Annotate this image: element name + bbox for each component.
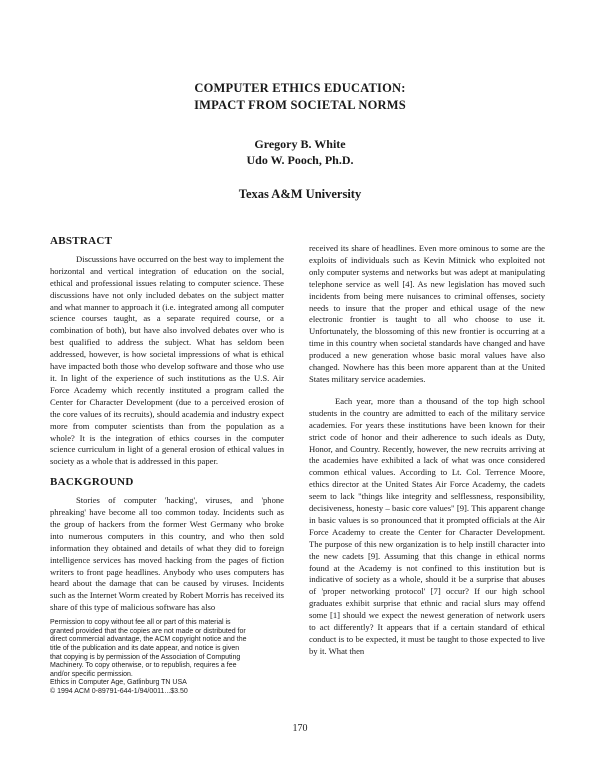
right-paragraph-1: received its share of headlines. Even more ominous to some are the exploits of individuals such as Kevin Mitnick who exploited not only computer systems and networks but was adept at manipulating telephone service as well [4]. As new legislation has moved such incidents from being mere nuisances to criminal offenses, society needs to insure that the proper and ethical usage of the new electronic frontier is taught to all who choose to use it. Unfortunately, the blossoming of this new frontier is occurring at a time in this country when societal standards have changed and have produced a new generation whose basic moral values have also changed. Nowhere has this been more apparent than at the United States military service academies.: [309, 243, 545, 384]
paper-title-line-1: COMPUTER ETHICS EDUCATION:: [194, 81, 406, 95]
background-text: Stories of computer 'hacking', viruses, and 'phone phreaking' have become all too common today. Incidents such as the group of hackers from the former West Germany who broke into numerous computers in this country, and who then sold information they obtained and details of what they did to foreign intelligence services has moved hacking from the pages of fiction writers to front page headlines. Anybody who uses computers has heard about the damage that can be caused by viruses. Incidents such as the Internet Worm created by Robert Morris has received its share of this type of malicious software has also: [50, 495, 284, 613]
background-heading: BACKGROUND: [50, 476, 134, 489]
footnote-line: Machinery. To copy otherwise, or to republish, requires a fee: [50, 662, 237, 670]
footnote-line: title of the publication and its date appear, and notice is given: [50, 644, 240, 652]
affiliation: Texas A&M University: [238, 187, 362, 201]
right-column: [309, 243, 545, 658]
abstract-heading: ABSTRACT: [50, 235, 113, 247]
right-paragraph-2: Each year, more than a thousand of the top high school students in the country are admitted to each of the military service academies. For years these institutions have been known for their strict code of honor and their adherence to such ideals as Duty, Honor, and Country. Recently, however, the new recruits arriving at the academies have exhibited a lack of what was once considered common ethical values. According to Lt. Col. Terrence Moore, ethics director at the United States Air Force Academy, the cadets seem to lack "things like integrity and selflessness, responsibility, decisiveness, honesty – basic core values" [9]. This apparent change in basic values is so pronounced that it prompted officials at the Air Force Academy to create the Center for Character Development. The purpose of this new organization is to help instill character into the new cadets [9]. Assuming that this change in ethical norms found at the Academy is not confined to this institution but is indicative of society as a whole, should it be a surprise that abuses of 'proper networking protocol' [7] occur? If our high school graduates exhibit surprise that ethnic and racial slurs may offend some [1] should we expect the newest generation of network users to act differently? It appears that if a certain standard of ethical conduct is to be expected, it must be taught to those expected to live by it. What then: [309, 395, 545, 656]
footnote-line: granted provided that the copies are not made or distributed for: [50, 627, 246, 635]
authors: [0, 136, 600, 168]
author-2: Udo W. Pooch, Ph.D.: [246, 153, 354, 167]
footnote-line: direct commercial advantage, the ACM copyright notice and the: [50, 636, 247, 644]
footnote-line: that copying is by permission of the Association of Computing: [50, 653, 241, 661]
abstract-text: Discussions have occurred on the best way to implement the horizontal and vertical integration of education on the social, ethical and professional issues relating to computer science. These discussions have not only included debates on the subject matter and what manner to approach it (i.e. integrated among all computer science courses taught, as a separate required course, or a combination of both), but have also involved debates over who is best qualified to address the subject. What has seldom been addressed, however, is how societal impressions of what is ethical have impacted both those who develop software and those who use it. In light of the experience of such institutions as the U.S. Air Force Academy which recently instituted a program called the Center for Character Development (due to a perceived erosion of the core values of its recruits), should academia and industry expect more from computer scientists than from the population as a whole? It is the integration of ethics courses in the computer science curriculum in light of a general erosion of ethical values in society as a whole that is addressed in this paper.: [50, 253, 284, 467]
title-block: [0, 80, 600, 202]
paper-title-line-2: IMPACT FROM SOCIETAL NORMS: [194, 98, 406, 112]
page-number: 170: [292, 723, 308, 734]
footnote-line: Ethics in Computer Age, Gatlinburg TN USA: [50, 679, 187, 687]
footnote-line: and/or specific permission.: [50, 670, 133, 678]
copyright-footnote: [50, 619, 284, 696]
left-column: [50, 236, 284, 697]
author-1: Gregory B. White: [254, 137, 346, 151]
footnote-line: Permission to copy without fee all or part of this material is: [50, 619, 231, 627]
footnote-line: © 1994 ACM 0-89791-644-1/94/0011...$3.50: [50, 687, 188, 695]
